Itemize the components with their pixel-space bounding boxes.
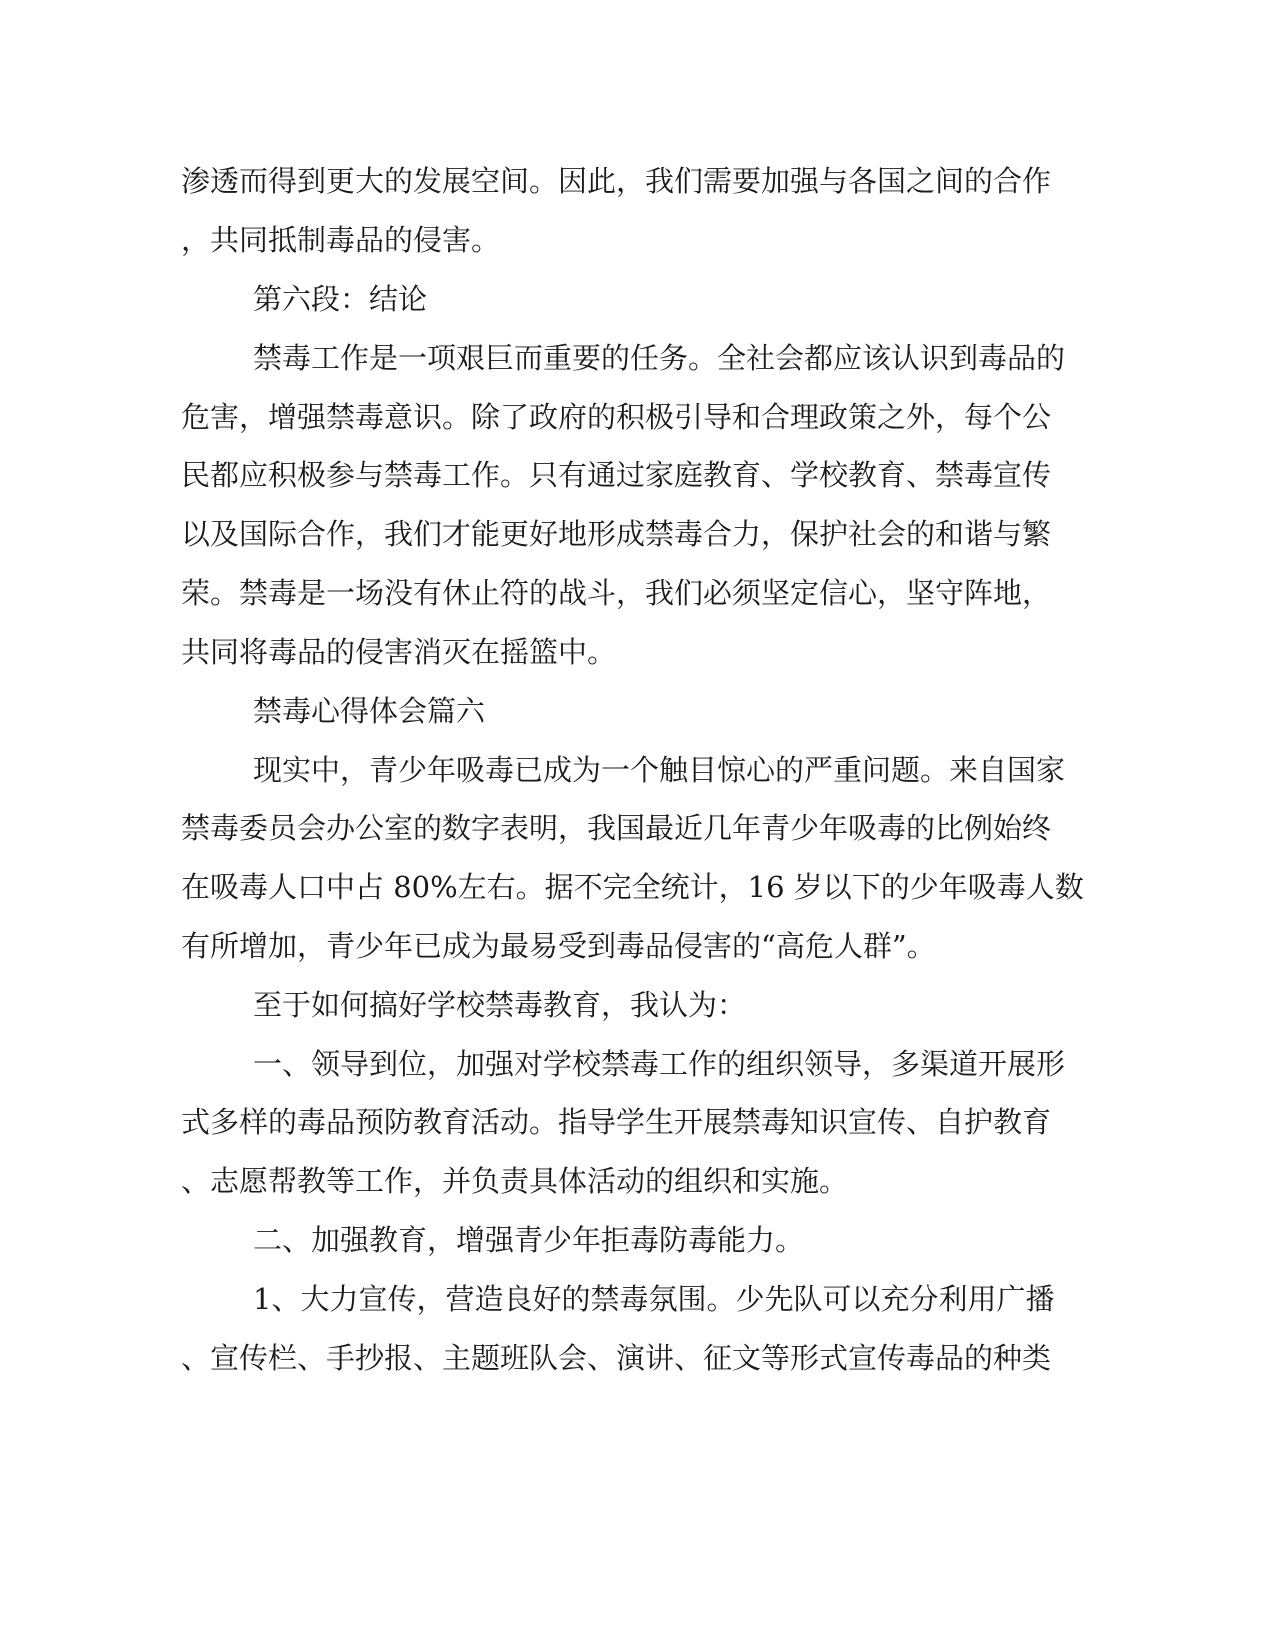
text-line: 式多样的毒品预防教育活动。指导学生开展禁毒知识宣传、自护教育 (181, 1105, 1052, 1139)
text-line: 、志愿帮教等工作，并负责具体活动的组织和实施。 (181, 1164, 849, 1198)
text-line: 有所增加，青少年已成为最易受到毒品侵害的“高危人群”。 (181, 929, 936, 963)
section-heading: 第六段：结论 (253, 282, 428, 316)
text-line: 一、领导到位，加强对学校禁毒工作的组织领导，多渠道开展形 (253, 1047, 1066, 1081)
text-line: 共同将毒品的侵害消灭在摇篮中。 (181, 635, 617, 669)
text-line: 禁毒委员会办公室的数字表明，我国最近几年青少年吸毒的比例始终 (181, 811, 1052, 845)
text-line: 、宣传栏、手抄报、主题班队会、演讲、征文等形式宣传毒品的种类 (181, 1341, 1052, 1375)
text-line: 禁毒工作是一项艰巨而重要的任务。全社会都应该认识到毒品的 (253, 341, 1066, 375)
text-line: 至于如何搞好学校禁毒教育，我认为： (253, 988, 747, 1022)
text-line: 二、加强教育，增强青少年拒毒防毒能力。 (253, 1223, 805, 1257)
text-line: 现实中，青少年吸毒已成为一个触目惊心的严重问题。来自国家 (253, 753, 1066, 787)
text-line: 荣。禁毒是一场没有休止符的战斗，我们必须坚定信心，坚守阵地， (181, 576, 1052, 610)
text-line: 1、大力宣传，营造良好的禁毒氛围。少先队可以充分利用广播 (253, 1282, 1055, 1316)
text-line: 危害，增强禁毒意识。除了政府的积极引导和合理政策之外，每个公 (181, 400, 1052, 434)
text-line: ，共同抵制毒品的侵害。 (181, 223, 501, 257)
text-line: 民都应积极参与禁毒工作。只有通过家庭教育、学校教育、禁毒宣传 (181, 458, 1052, 492)
text-line: 渗透而得到更大的发展空间。因此，我们需要加强与各国之间的合作 (181, 164, 1052, 198)
text-line: 在吸毒人口中占 80%左右。据不完全统计，16 岁以下的少年吸毒人数 (181, 870, 1084, 904)
section-heading: 禁毒心得体会篇六 (253, 694, 486, 728)
text-line: 以及国际合作，我们才能更好地形成禁毒合力，保护社会的和谐与繁 (181, 517, 1052, 551)
